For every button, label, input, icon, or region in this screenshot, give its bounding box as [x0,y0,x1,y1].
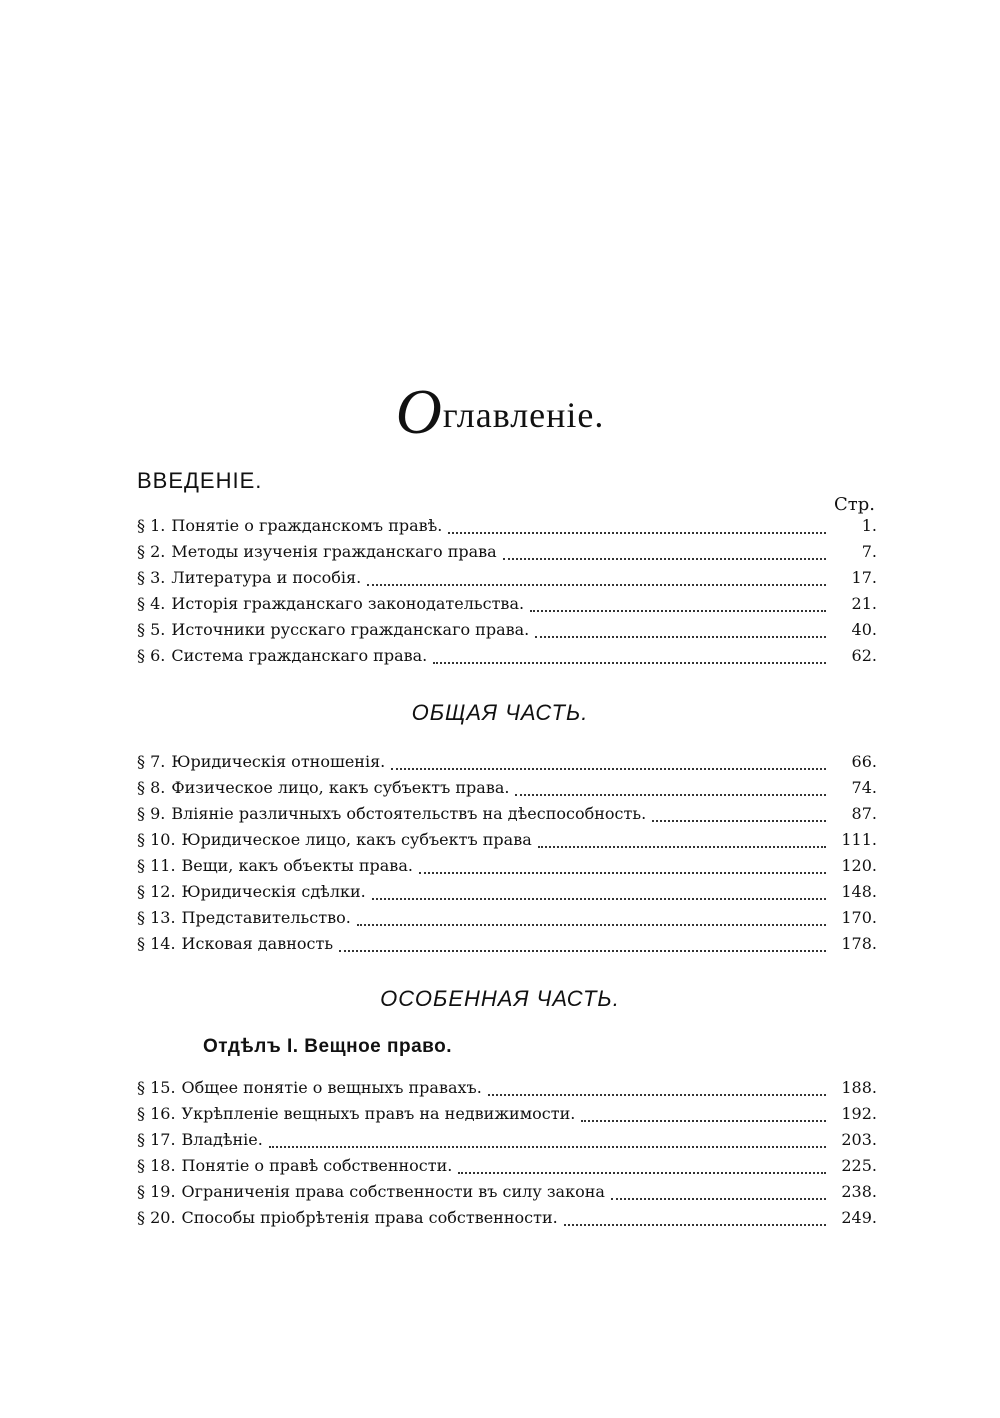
title-rest: главленіе. [442,395,605,435]
section-title: Укрѣпленіе вещныхъ правъ на недвижимости. [181,1104,576,1123]
section-title: Понятіе о гражданскомъ правѣ. [171,516,443,535]
dot-leader [488,1094,826,1096]
dot-leader [515,794,826,796]
section-number: § 13. [137,908,176,927]
section-title: Источники русскаго гражданскаго права. [171,620,530,639]
section-number: § 16. [137,1104,176,1123]
department-heading: Отдѣлъ I. Вещное право. [203,1036,452,1057]
section-number: § 3. [137,568,166,587]
section-title: Методы изученія гражданскаго права [171,542,497,561]
page-number: 120. [841,856,877,875]
section-title: Юридическія отношенія. [171,752,386,771]
section-number: § 6. [137,646,166,665]
toc-entry[interactable] [137,646,877,672]
page-number: 178. [841,934,877,953]
toc-entry[interactable] [137,882,877,908]
dot-leader [535,636,826,638]
section-title: Представительство. [181,908,351,927]
toc-entry[interactable] [137,1208,877,1234]
dot-leader [564,1224,826,1226]
section-number: § 8. [137,778,166,797]
section-number: § 20. [137,1208,176,1227]
section-title: Юридическое лицо, какъ субъектъ права [181,830,532,849]
section-number: § 7. [137,752,166,771]
section-number: § 18. [137,1156,176,1175]
section-number: § 14. [137,934,176,953]
toc-entry[interactable] [137,908,877,934]
toc-entry[interactable] [137,934,877,960]
dot-leader [530,610,826,612]
dot-leader [367,584,826,586]
page-number: 225. [841,1156,877,1175]
toc-entry[interactable] [137,1130,877,1156]
introduction-heading: ВВЕДЕНІЕ. [137,468,263,493]
page-number: 66. [851,752,877,771]
section-number: § 1. [137,516,166,535]
section-number: § 19. [137,1182,176,1201]
section-title: Общее понятіе о вещныхъ правахъ. [181,1078,482,1097]
page-title [0,375,1000,449]
section-number: § 15. [137,1078,176,1097]
title-initial: О [395,376,443,447]
section-title: Владѣніе. [181,1130,263,1149]
dot-leader [269,1146,826,1148]
page-number: 62. [851,646,877,665]
section-title: Исковая давность [181,934,334,953]
section-title: Вещи, какъ объекты права. [181,856,413,875]
toc-entry[interactable] [137,752,877,778]
dot-leader [458,1172,826,1174]
toc-entry[interactable] [137,1078,877,1104]
dot-leader [652,820,826,822]
page-number: 238. [841,1182,877,1201]
dot-leader [372,898,826,900]
dot-leader [448,532,826,534]
toc-entry[interactable] [137,1104,877,1130]
dot-leader [339,950,826,952]
page-number: 148. [841,882,877,901]
toc-entry[interactable] [137,594,877,620]
general-part-toc [137,752,877,960]
special-part-heading: ОСОБЕННАЯ ЧАСТЬ. [380,986,620,1011]
section-title: Способы пріобрѣтенія права собственности. [181,1208,558,1227]
section-number: § 2. [137,542,166,561]
toc-entry[interactable] [137,804,877,830]
section-number: § 10. [137,830,176,849]
dot-leader [357,924,826,926]
page-number: 1. [861,516,877,535]
dot-leader [611,1198,826,1200]
section-number: § 9. [137,804,166,823]
toc-entry[interactable] [137,620,877,646]
dot-leader [581,1120,826,1122]
introduction-toc [137,516,877,672]
page-number: 111. [841,830,877,849]
dot-leader [538,846,826,848]
toc-entry[interactable] [137,516,877,542]
toc-entry[interactable] [137,830,877,856]
page-number: 21. [851,594,877,613]
section-number: § 5. [137,620,166,639]
section-title: Литература и пособія. [171,568,362,587]
section-title: Ограниченія права собственности въ силу закона [181,1182,605,1201]
toc-entry[interactable] [137,1182,877,1208]
page-number: 249. [841,1208,877,1227]
section-number: § 4. [137,594,166,613]
special-part-toc [137,1078,877,1234]
section-title: Юридическія сдѣлки. [181,882,366,901]
page-number: 74. [851,778,877,797]
page-number: 7. [861,542,877,561]
section-title: Понятіе о правѣ собственности. [181,1156,453,1175]
page-number: 192. [841,1104,877,1123]
section-title: Исторія гражданскаго законодательства. [171,594,525,613]
toc-entry[interactable] [137,568,877,594]
dot-leader [391,768,826,770]
page-number: 87. [851,804,877,823]
toc-entry[interactable] [137,542,877,568]
page-number: 170. [841,908,877,927]
section-number: § 11. [137,856,176,875]
page-number: 203. [841,1130,877,1149]
toc-entry[interactable] [137,778,877,804]
section-title: Физическое лицо, какъ субъектъ права. [171,778,510,797]
dot-leader [433,662,826,664]
page-number: 188. [841,1078,877,1097]
page-number: 17. [851,568,877,587]
page-column-label: Стр. [834,494,875,515]
dot-leader [419,872,826,874]
section-number: § 17. [137,1130,176,1149]
section-number: § 12. [137,882,176,901]
section-title: Система гражданскаго права. [171,646,428,665]
page-number: 40. [851,620,877,639]
toc-entry[interactable] [137,856,877,882]
general-part-heading: ОБЩАЯ ЧАСТЬ. [411,700,589,725]
dot-leader [503,558,826,560]
toc-entry[interactable] [137,1156,877,1182]
section-title: Вліяніе различныхъ обстоятельствъ на дѣеспособность. [171,804,647,823]
